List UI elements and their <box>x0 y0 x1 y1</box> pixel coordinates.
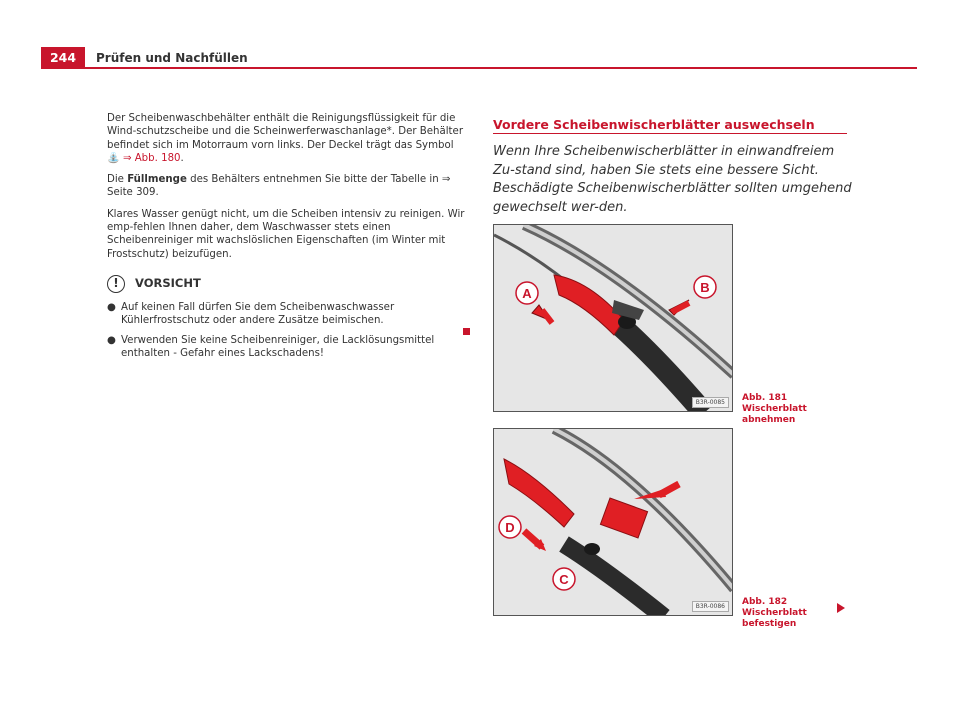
paragraph-reservoir <box>107 112 467 165</box>
figure-reference-link[interactable]: ⇒ Abb. 180 <box>122 152 181 164</box>
caution-title: VORSICHT <box>135 276 201 291</box>
reservoir-text: Der Scheibenwaschbehälter enthält die Reinigungsflüssigkeit für die Wind-schutzscheibe und die Scheinwerferwaschanlage*. Der Behälter befindet sich im Motorraum vorn links. Der Deckel trägt das Symbol <box>107 113 464 151</box>
capacity-text: des Behälters entnehmen Sie bitte der Tabelle in ⇒ Seite 309. <box>107 174 451 199</box>
bullet-icon: ● <box>107 334 116 346</box>
caption-line: befestigen <box>742 619 797 629</box>
paragraph-cleaner: Klares Wasser genügt nicht, um die Scheiben intensiv zu reinigen. Wir emp-fehlen Ihnen daher, dem Waschwasser stets einen Scheibenreiniger mit wachslöslichen Eigenschaften (im Winter mit Frostschutz) beizufügen. <box>107 208 465 260</box>
capacity-prefix: Die <box>107 174 128 186</box>
label-a: A <box>522 286 532 301</box>
para1-end: . <box>180 152 184 164</box>
label-b: B <box>700 280 710 295</box>
paragraph-capacity <box>107 173 467 200</box>
section-title: Vordere Scheibenwischerblätter auswechseln <box>493 117 815 132</box>
figure-caption <box>742 393 852 426</box>
header-rule <box>41 67 917 69</box>
figure-wiper-remove <box>493 224 733 412</box>
wiper-remove-illustration <box>494 225 733 412</box>
wiper-attach-illustration <box>494 429 733 616</box>
figure-wiper-attach <box>493 428 733 616</box>
figure-code: B3R-0086 <box>692 601 729 612</box>
washer-symbol-icon: ⛲ <box>107 152 120 164</box>
bullet-icon: ● <box>107 301 116 313</box>
caution-item-text: Auf keinen Fall dürfen Sie dem Scheibenwaschwasser Kühlerfrostschutz oder andere Zusätze beimischen. <box>121 301 395 327</box>
figure-caption <box>742 597 852 630</box>
page-number: 244 <box>41 47 85 68</box>
figure-code: B3R-0085 <box>692 397 729 408</box>
warning-icon: ! <box>107 275 125 293</box>
caution-header <box>107 275 467 293</box>
left-column <box>107 112 467 366</box>
label-d: D <box>505 520 515 535</box>
section-rule <box>493 133 847 134</box>
intro-text: Wenn Ihre Scheibenwischerblätter in einwandfreiem Zu-stand sind, haben Sie stets eine bessere Sicht. Beschädigte Scheibenwischerblätter sollten umgehend gewechselt wer-den. <box>493 144 852 215</box>
section-end-marker <box>463 328 470 335</box>
label-c: C <box>559 572 569 587</box>
capacity-bold: Füllmenge <box>127 174 187 186</box>
caution-item <box>107 301 467 328</box>
caption-line: Abb. 182 Wischerblatt <box>742 597 807 618</box>
next-page-arrow-icon <box>837 603 845 613</box>
header-title: Prüfen und Nachfüllen <box>96 51 248 65</box>
caution-item-text: Verwenden Sie keine Scheibenreiniger, die Lacklösungsmittel enthalten - Gefahr eines Lackschadens! <box>121 334 435 359</box>
caution-item <box>107 334 467 361</box>
caption-line: Abb. 181 Wischerblatt <box>742 393 807 414</box>
caption-line: abnehmen <box>742 415 796 425</box>
